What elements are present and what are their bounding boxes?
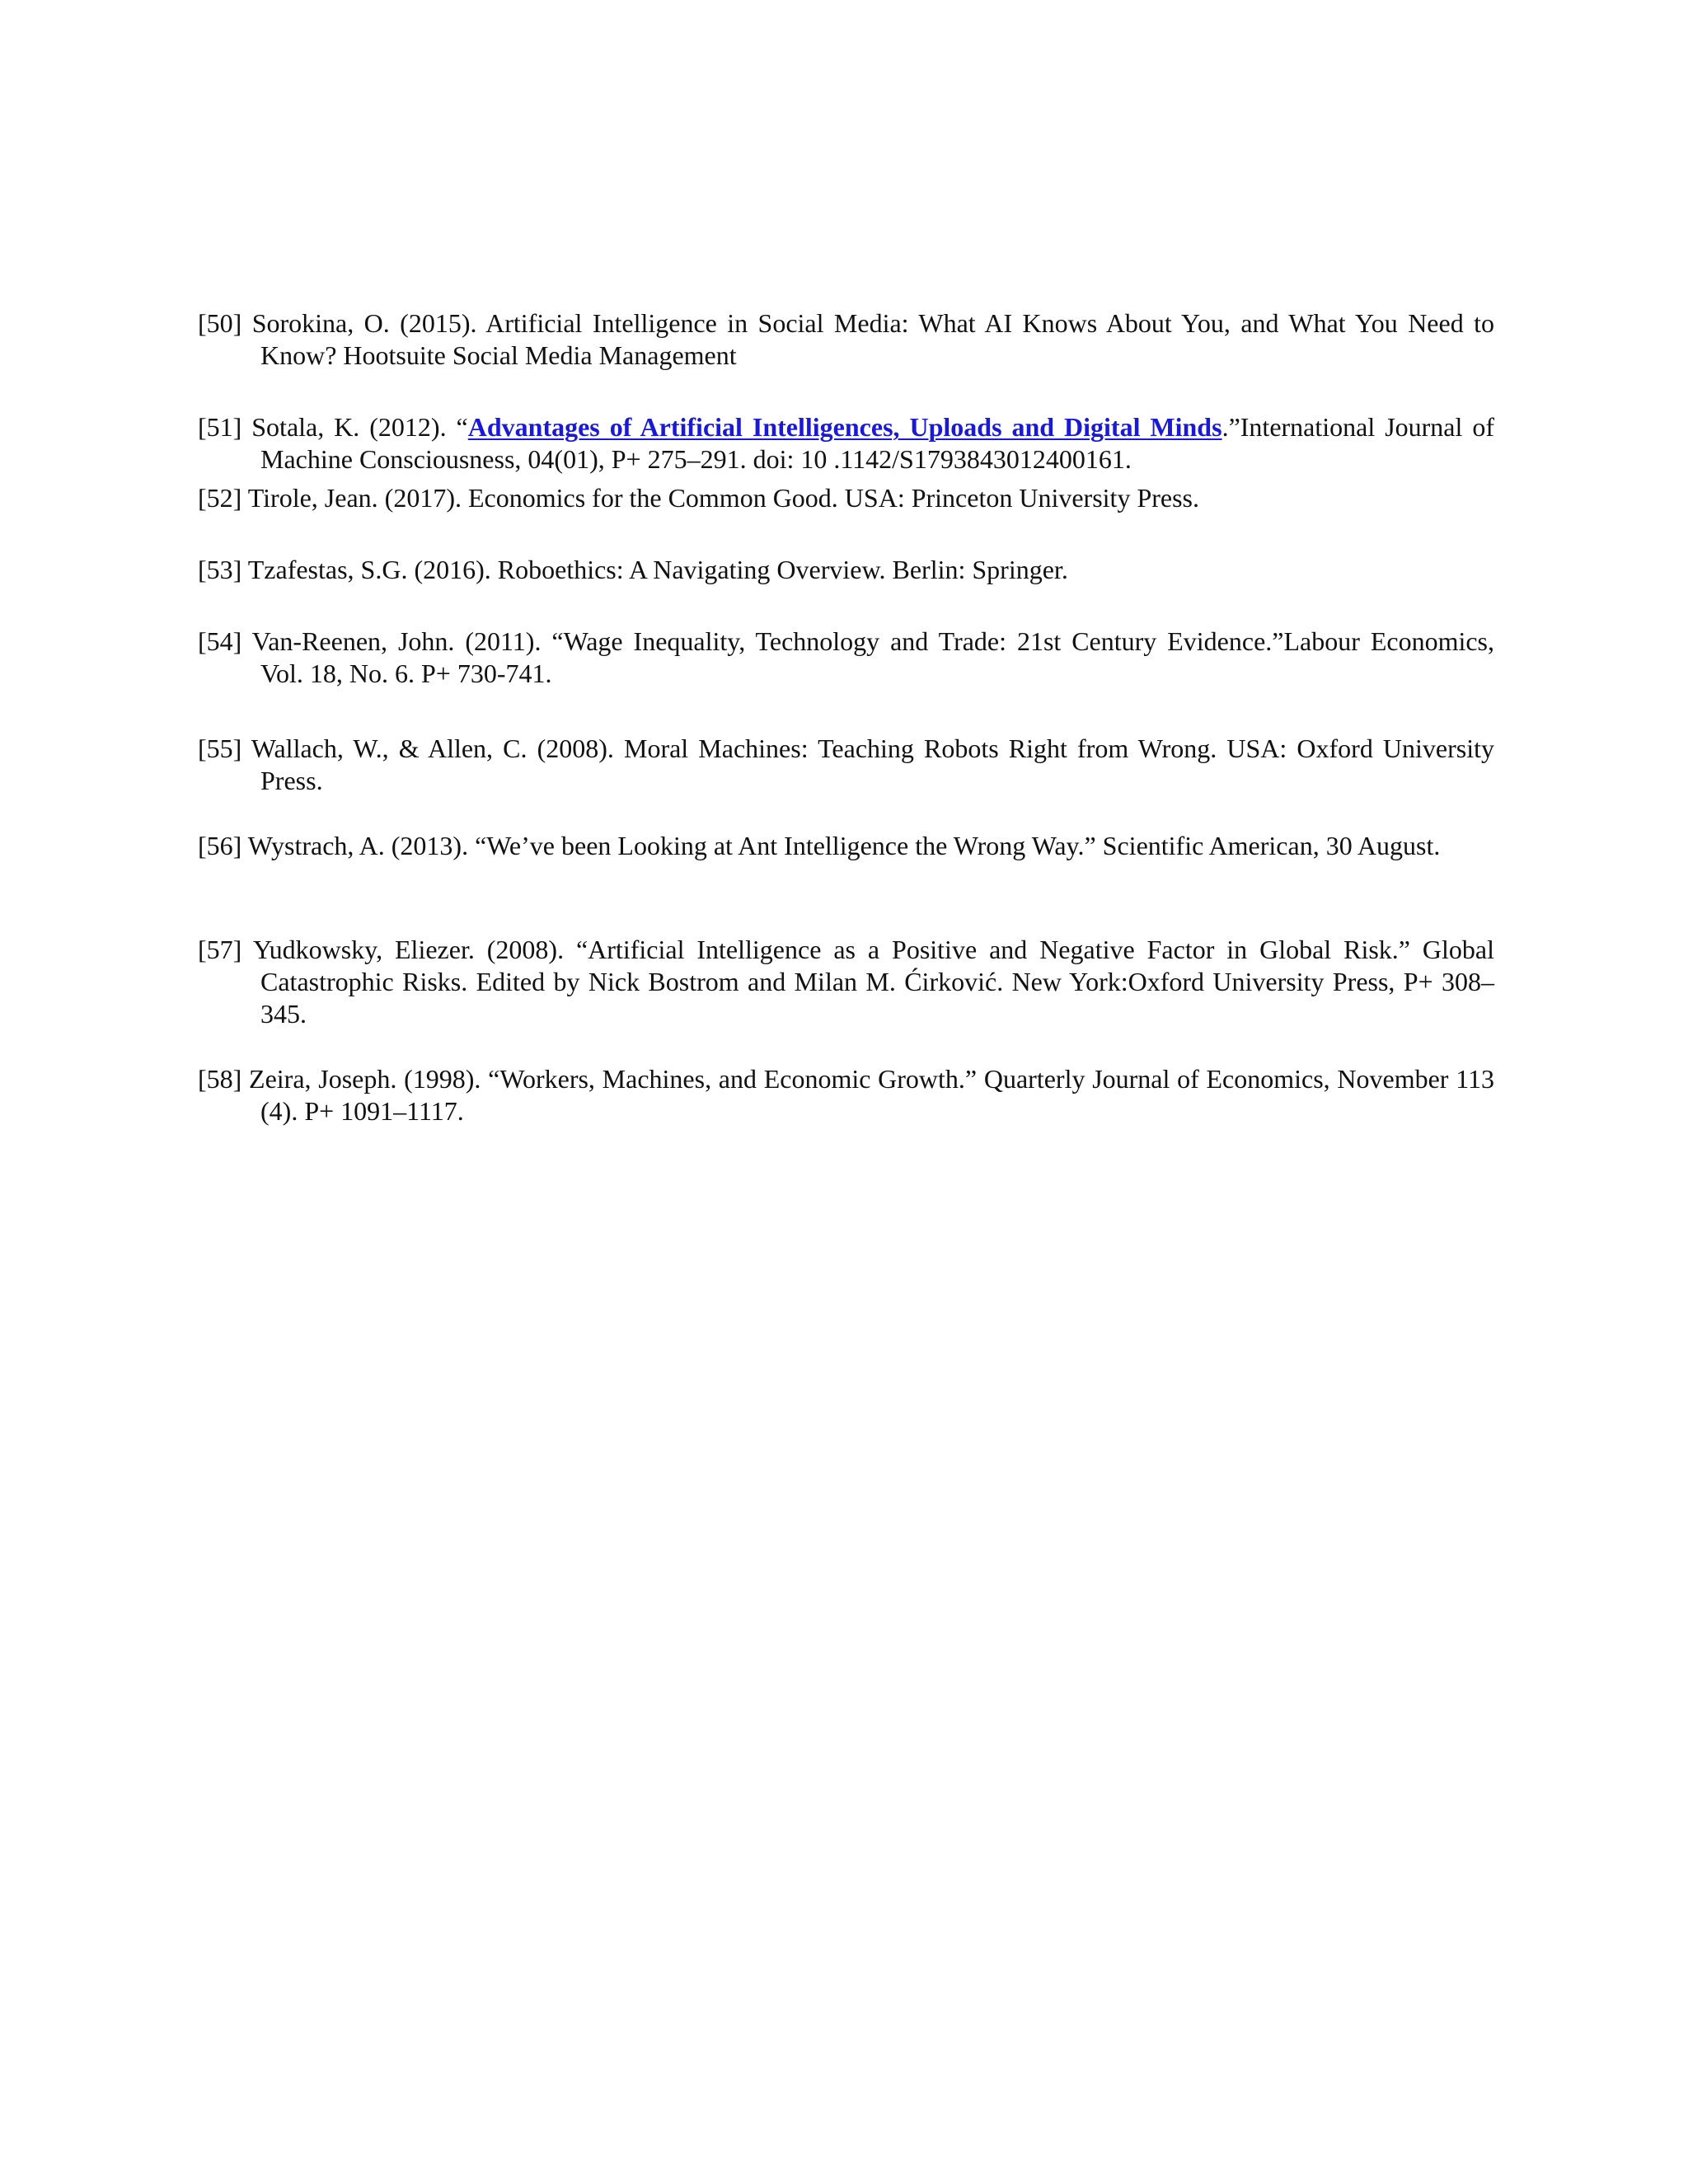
reference-title-link[interactable]: Advantages of Artificial Intelligences, Uploads and Digital Minds	[467, 412, 1222, 442]
reference-text: [58] Zeira, Joseph. (1998). “Workers, Machines, and Economic Growth.” Quarterly Journal of Economics, November 113 (4). P+ 1091–1117.	[198, 1064, 1494, 1126]
reference-entry-50	[198, 307, 1494, 372]
reference-entry-53	[198, 554, 1494, 586]
reference-entry-51	[198, 411, 1494, 476]
reference-text: [52] Tirole, Jean. (2017). Economics for the Common Good. USA: Princeton University Press.	[198, 483, 1199, 513]
reference-text: [54] Van-Reenen, John. (2011). “Wage Inequality, Technology and Trade: 21st Century Evidence.”Labour Economics, Vol. 18, No. 6. P+ 730-741.	[198, 626, 1494, 688]
reference-entry-58	[198, 1063, 1494, 1127]
reference-entry-57	[198, 934, 1494, 1030]
reference-text: [56] Wystrach, A. (2013). “We’ve been Looking at Ant Intelligence the Wrong Way.” Scientific American, 30 August.	[198, 831, 1441, 860]
reference-text: [55] Wallach, W., & Allen, C. (2008). Moral Machines: Teaching Robots Right from Wrong. USA: Oxford University Press.	[198, 733, 1494, 795]
reference-text: [50] Sorokina, O. (2015). Artificial Intelligence in Social Media: What AI Knows About You, and What You Need to Know? Hootsuite Social Media Management	[198, 308, 1494, 370]
reference-entry-54	[198, 626, 1494, 690]
reference-text: [57] Yudkowsky, Eliezer. (2008). “Artificial Intelligence as a Positive and Negative Factor in Global Risk.” Global Catastrophic Risks. Edited by Nick Bostrom and Milan M. Ćirković. New York:Oxford University Press, P+ 308–345.	[198, 935, 1494, 1029]
reference-entry-55	[198, 733, 1494, 797]
reference-entry-56	[198, 830, 1494, 862]
reference-text-start: [51] Sotala, K. (2012). “	[198, 412, 468, 442]
reference-text: [53] Tzafestas, S.G. (2016). Roboethics: A Navigating Overview. Berlin: Springer.	[198, 555, 1068, 584]
reference-entry-52	[198, 482, 1494, 514]
reference-text-end: .”International Journal of Machine Consciousness, 04(01), P+ 275–291. doi: 10 .1142/S1793843012400161.	[260, 412, 1495, 474]
